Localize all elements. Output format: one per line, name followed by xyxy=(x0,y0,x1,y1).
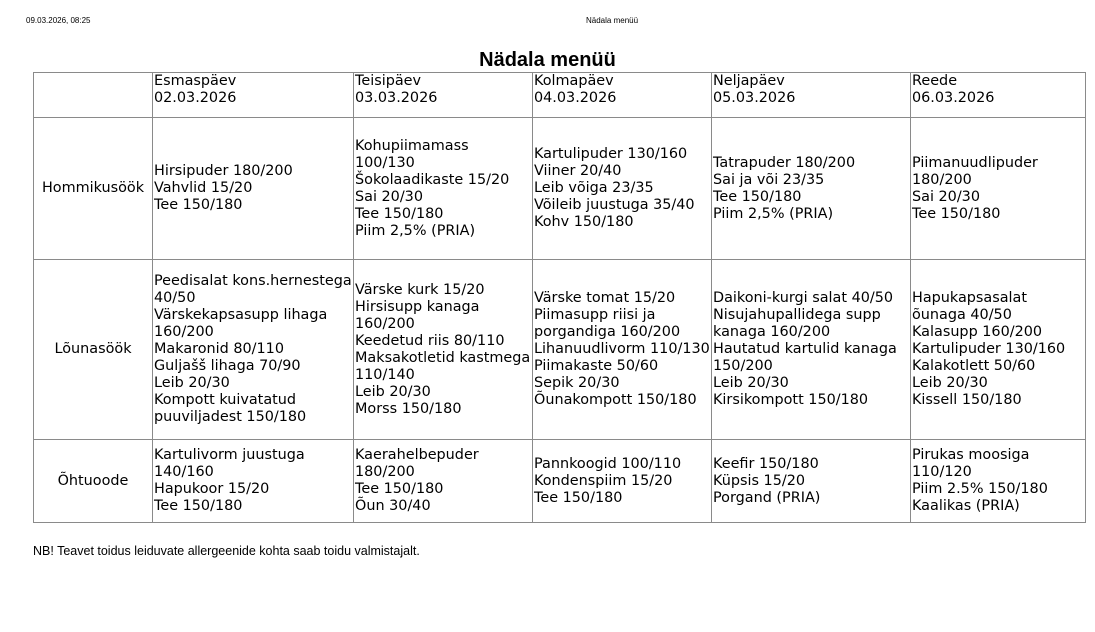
menu-item: Leib 20/30 xyxy=(154,375,230,391)
day-name: Neljapäev xyxy=(713,73,785,89)
weekly-menu-table xyxy=(33,72,1086,523)
meal-row xyxy=(34,260,1086,440)
day-header-4 xyxy=(911,73,1086,118)
menu-item: Piimakaste 50/60 xyxy=(534,358,659,374)
meal-row xyxy=(34,118,1086,260)
menu-cell xyxy=(911,260,1086,440)
menu-cell xyxy=(911,118,1086,260)
menu-cell xyxy=(533,260,712,440)
menu-item: Kondenspiim 15/20 xyxy=(534,472,673,489)
menu-item: Leib 20/30 xyxy=(912,375,988,391)
menu-item: Viiner 20/40 xyxy=(534,163,622,179)
meal-label: Lõunasöök xyxy=(34,260,153,440)
print-doc-title: Nädala menüü xyxy=(586,16,639,25)
meal-label: Hommikusöök xyxy=(34,118,153,260)
day-date: 06.03.2026 xyxy=(912,90,995,106)
menu-cell xyxy=(712,118,911,260)
day-header-0 xyxy=(153,73,354,118)
menu-item: Hirsipuder 180/200 xyxy=(154,163,293,179)
day-date: 03.03.2026 xyxy=(355,90,438,106)
meal-row xyxy=(34,440,1086,523)
day-name: Kolmapäev xyxy=(534,73,614,89)
menu-item: Tee 150/180 xyxy=(154,197,243,213)
menu-item: Kissell 150/180 xyxy=(912,392,1022,408)
menu-item: Guljašš lihaga 70/90 xyxy=(154,358,301,374)
menu-item: Piim 2,5% (PRIA) xyxy=(355,222,476,239)
menu-item: Kirsikompott 150/180 xyxy=(713,392,869,408)
menu-item: Hapukapsasalat õunaga 40/50 xyxy=(912,290,1028,323)
menu-item: Hirsisupp kanaga 160/200 xyxy=(355,298,480,332)
menu-item: Leib 20/30 xyxy=(713,375,789,391)
menu-cell xyxy=(533,440,712,523)
menu-item: Sai 20/30 xyxy=(912,188,980,205)
menu-item: Leib võiga 23/35 xyxy=(534,180,654,196)
menu-cell xyxy=(153,440,354,523)
menu-item: Kohupiimamass 100/130 xyxy=(355,137,469,171)
menu-item: Tee 150/180 xyxy=(713,188,802,205)
day-header-3 xyxy=(712,73,911,118)
menu-item: Õun 30/40 xyxy=(355,498,431,514)
header-row xyxy=(34,73,1086,118)
menu-item: Pirukas moosiga 110/120 xyxy=(912,447,1030,480)
day-date: 02.03.2026 xyxy=(154,90,237,106)
print-header xyxy=(26,16,1071,28)
menu-item: Porgand (PRIA) xyxy=(713,489,821,506)
allergen-footnote: NB! Teavet toidus leiduvate allergeenide kohta saab toidu valmistajalt. xyxy=(33,544,420,558)
day-date: 05.03.2026 xyxy=(713,90,796,106)
print-datetime: 09.03.2026, 08:25 xyxy=(26,16,91,25)
menu-cell xyxy=(354,118,533,260)
menu-item: Nisujahupallidega supp kanaga 160/200 xyxy=(713,307,881,340)
menu-item: Leib 20/30 xyxy=(355,383,431,400)
menu-item: Keedetud riis 80/110 xyxy=(355,332,505,349)
menu-item: Makaronid 80/110 xyxy=(154,341,284,357)
day-header-2 xyxy=(533,73,712,118)
menu-item: Võileib juustuga 35/40 xyxy=(534,197,695,213)
day-name: Esmaspäev xyxy=(154,73,237,89)
page-title: Nädala menüü xyxy=(479,49,616,71)
menu-item: Tee 150/180 xyxy=(355,205,444,222)
menu-item: Šokolaadikaste 15/20 xyxy=(355,171,510,188)
menu-item: Tee 150/180 xyxy=(154,498,243,514)
menu-item: Piimanuudlipuder 180/200 xyxy=(912,154,1038,188)
menu-cell xyxy=(354,440,533,523)
menu-item: Daikoni-kurgi salat 40/50 xyxy=(713,290,894,306)
day-header-1 xyxy=(354,73,533,118)
menu-item: Sai ja või 23/35 xyxy=(713,171,825,188)
menu-item: Piimasupp riisi ja porgandiga 160/200 xyxy=(534,307,681,340)
menu-item: Tee 150/180 xyxy=(355,481,444,497)
menu-cell xyxy=(153,260,354,440)
menu-item: Hapukoor 15/20 xyxy=(154,481,270,497)
menu-item: Tatrapuder 180/200 xyxy=(713,154,856,171)
menu-cell xyxy=(533,118,712,260)
menu-cell xyxy=(153,118,354,260)
menu-item: Maksakotletid kastmega 110/140 xyxy=(355,349,531,383)
menu-item: Hautatud kartulid kanaga 150/200 xyxy=(713,341,897,374)
menu-cell xyxy=(712,440,911,523)
day-name: Teisipäev xyxy=(355,73,422,89)
menu-item: Kohv 150/180 xyxy=(534,214,634,230)
corner-cell xyxy=(34,73,153,118)
menu-item: Kartulivorm juustuga 140/160 xyxy=(154,447,305,480)
meal-label: Õhtuoode xyxy=(34,440,153,523)
menu-item: Morss 150/180 xyxy=(355,400,462,417)
menu-item: Sai 20/30 xyxy=(355,188,423,205)
menu-item: Tee 150/180 xyxy=(534,489,623,506)
menu-item: Kaalikas (PRIA) xyxy=(912,498,1020,514)
menu-item: Kartulipuder 130/160 xyxy=(534,146,688,162)
menu-item: Keefir 150/180 xyxy=(713,455,819,472)
menu-item: Peedisalat kons.hernestega 40/50 xyxy=(154,273,352,306)
menu-cell xyxy=(354,260,533,440)
menu-item: Küpsis 15/20 xyxy=(713,472,806,489)
menu-item: Sepik 20/30 xyxy=(534,375,620,391)
menu-item: Värske kurk 15/20 xyxy=(355,281,485,298)
menu-item: Vahvlid 15/20 xyxy=(154,180,253,196)
menu-item: Värskekapsasupp lihaga 160/200 xyxy=(154,307,328,340)
menu-item: Piim 2,5% (PRIA) xyxy=(713,205,834,222)
menu-item: Õunakompott 150/180 xyxy=(534,392,697,408)
day-name: Reede xyxy=(912,73,958,89)
menu-item: Kalakotlett 50/60 xyxy=(912,358,1036,374)
menu-item: Piim 2.5% 150/180 xyxy=(912,481,1048,497)
menu-item: Kompott kuivatatud puuviljadest 150/180 xyxy=(154,392,307,425)
menu-cell xyxy=(712,260,911,440)
menu-item: Tee 150/180 xyxy=(912,205,1001,222)
menu-item: Kaerahelbepuder 180/200 xyxy=(355,447,479,480)
day-date: 04.03.2026 xyxy=(534,90,617,106)
menu-item: Kalasupp 160/200 xyxy=(912,324,1043,340)
menu-item: Lihanuudlivorm 110/130 xyxy=(534,341,710,357)
menu-item: Kartulipuder 130/160 xyxy=(912,341,1066,357)
menu-item: Värske tomat 15/20 xyxy=(534,290,676,306)
menu-item: Pannkoogid 100/110 xyxy=(534,455,682,472)
menu-cell xyxy=(911,440,1086,523)
